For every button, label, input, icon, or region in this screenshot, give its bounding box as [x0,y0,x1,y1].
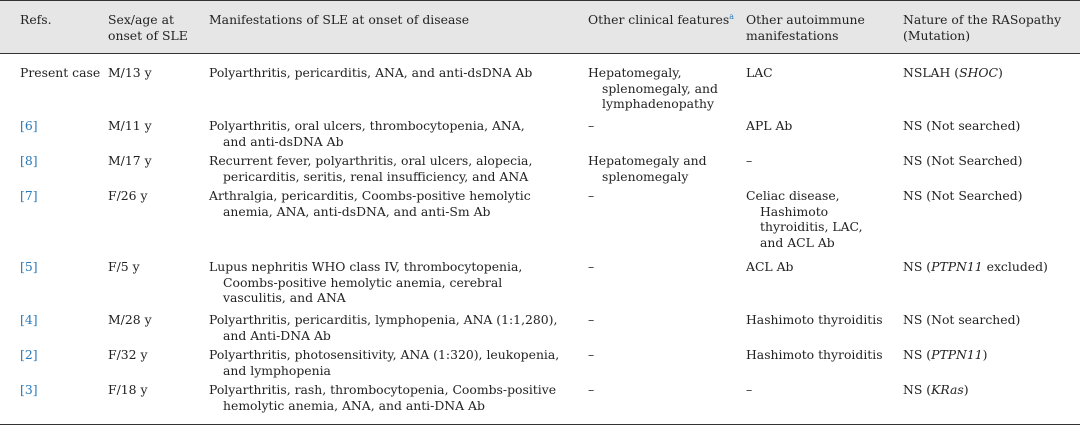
cell-text[interactable]: [6] [20,118,38,133]
rasopathy-cell [903,347,988,363]
cell-line: Recurrent fever, polyarthritis, oral ulcers, alopecia, [209,153,533,168]
reference-link[interactable] [20,347,38,363]
cell-line: Polyarthritis, photosensitivity, ANA (1:320), leukopenia, [209,347,560,362]
cell-text: ) [963,382,969,397]
sex-age-cell: F/26 y [108,188,148,203]
gene-name: KRas [931,382,964,397]
sex-age-cell: F/32 y [108,347,148,362]
cell-line: Arthralgia, pericarditis, Coombs-positive hemolytic [209,188,531,203]
manifestations-cell [209,259,522,306]
cell-text: NS (Not searched) [903,118,1021,133]
cell-line: Hepatomegaly, [588,65,682,80]
header-sex-age [108,12,188,43]
manifestations-cell [209,347,559,378]
cell-line: Hashimoto thyroiditis [746,347,883,362]
cell-line: manifestations [746,27,839,43]
other-clinical-cell [588,382,594,398]
cell-line: Manifestations of SLE at onset of disease [209,12,470,27]
gene-name: PTPN11 [931,347,983,362]
manifestations-cell [209,382,556,413]
sex-age-cell: M/28 y [108,312,152,327]
cell-line: splenomegaly, and [602,80,718,96]
cell-line: (Mutation) [903,27,971,43]
cell-text[interactable]: [8] [20,153,38,168]
reference-link[interactable] [20,188,38,204]
cell-line: thyroiditis, LAC, [760,219,863,234]
sex-age-cell: M/13 y [108,65,152,80]
cell-line: and anti-dsDNA Ab [223,133,344,149]
cell-line: – [588,347,595,362]
header-manifestations [209,12,469,28]
rasopathy-cell [903,382,969,398]
cell-line: onset of SLE [108,27,188,43]
manifestations-cell [209,118,525,149]
rasopathy-cell [903,188,1022,204]
autoimmune-cell [746,118,792,134]
manifestations-cell [209,65,532,81]
other-clinical-cell [588,118,594,134]
other-clinical-cell [588,65,718,112]
cell-text: NSLAH ( [903,65,960,80]
cell-text: Present case [20,65,101,80]
cell-line: Polyarthritis, rash, thrombocytopenia, Coombs-positive [209,382,557,397]
ref-label [20,65,100,81]
rasopathy-cell [903,65,1003,81]
cell-text: ) [998,65,1003,80]
cell-line: Hepatomegaly and [588,153,707,168]
autoimmune-cell [746,259,793,275]
other-clinical-cell [588,312,594,328]
gene-name: PTPN11 [931,259,983,274]
cell-line: ACL Ab [746,259,794,274]
cell-line: hemolytic anemia, ANA, and anti-DNA Ab [223,397,485,413]
cell-line: pericarditis, seritis, renal insufficiency, and ANA [223,168,529,184]
cell-text: NS (Not searched) [903,312,1021,327]
cell-line: lymphadenopathy [602,96,714,111]
cell-line: – [746,153,753,168]
cell-line: Other autoimmune [746,12,865,27]
cell-line: Celiac disease, [746,188,840,203]
reference-link[interactable] [20,382,38,398]
other-clinical-cell [588,259,594,275]
rasopathy-cell [903,153,1022,169]
cell-text[interactable]: [2] [20,347,38,362]
cell-line: Polyarthritis, pericarditis, ANA, and anti-dsDNA Ab [209,65,533,80]
cell-text[interactable]: [3] [20,382,38,397]
cell-line: Lupus nephritis WHO class IV, thrombocytopenia, [209,259,523,274]
reference-link[interactable] [20,312,38,328]
cell-line: splenomegaly [602,168,689,184]
cell-line: – [588,312,595,327]
cell-line: Polyarthritis, pericarditis, lymphopenia, ANA (1:1,280), [209,312,558,327]
header-rasopathy [903,12,1061,43]
rasopathy-cell [903,118,1020,134]
cell-text[interactable]: [4] [20,312,38,327]
cell-line: – [588,259,595,274]
sex-age-cell: M/17 y [108,153,152,168]
cell-line: Hashimoto thyroiditis [746,312,883,327]
rasopathy-cell [903,259,1048,275]
cell-text: NS ( [903,382,932,397]
rasopathy-cell [903,312,1020,328]
autoimmune-cell [746,312,883,328]
cell-line: APL Ab [746,118,793,133]
cell-line: and Anti-DNA Ab [223,327,331,343]
gene-name: SHOC [959,65,999,80]
header-other-clinical [588,12,734,28]
cell-line: – [588,382,595,397]
manifestations-cell [209,312,557,343]
cell-line: – [588,188,595,203]
autoimmune-cell [746,188,863,250]
reference-link[interactable] [20,118,38,134]
sex-age-cell: F/18 y [108,382,148,397]
cell-line: – [588,118,595,133]
footnote-marker[interactable]: a [729,12,735,21]
cell-line: Refs. [20,12,52,27]
cell-line: anemia, ANA, anti-dsDNA, and anti-Sm Ab [223,203,491,219]
cell-line: Sex/age at [108,12,174,27]
manifestations-cell [209,153,532,184]
cell-text: excluded) [982,259,1048,274]
cell-text: NS ( [903,259,932,274]
autoimmune-cell [746,347,883,363]
cell-text: NS ( [903,347,932,362]
cell-text: NS (Not Searched) [903,188,1023,203]
cell-line: and lymphopenia [223,362,331,378]
header-refs [20,12,52,28]
reference-link[interactable] [20,259,38,275]
other-clinical-cell [588,188,594,204]
reference-link[interactable] [20,153,38,169]
cell-line: Polyarthritis, oral ulcers, thrombocytopenia, ANA, [209,118,525,133]
cell-text: ) [982,347,988,362]
cell-line: Coombs-positive hemolytic anemia, cerebral [223,274,503,290]
cell-line: LAC [746,65,773,80]
cell-line: – [746,382,753,397]
cell-line: vasculitis, and ANA [223,290,346,305]
sex-age-cell: F/5 y [108,259,140,274]
cell-line: Hashimoto [760,203,829,219]
cell-text: NS (Not Searched) [903,153,1023,168]
other-clinical-cell [588,153,707,184]
sex-age-cell: M/11 y [108,118,152,133]
cell-line: Nature of the RASopathy [903,12,1062,27]
cell-line: and ACL Ab [760,234,835,250]
cell-text[interactable]: [5] [20,259,38,274]
autoimmune-cell [746,65,773,81]
autoimmune-cell [746,382,752,398]
table-bottom-rule [0,424,1080,425]
cell-text[interactable]: [7] [20,188,38,203]
manifestations-cell [209,188,531,219]
header-autoimmune [746,12,865,43]
other-clinical-cell [588,347,594,363]
autoimmune-cell [746,153,752,169]
cell-line: Other clinical features [588,12,730,27]
